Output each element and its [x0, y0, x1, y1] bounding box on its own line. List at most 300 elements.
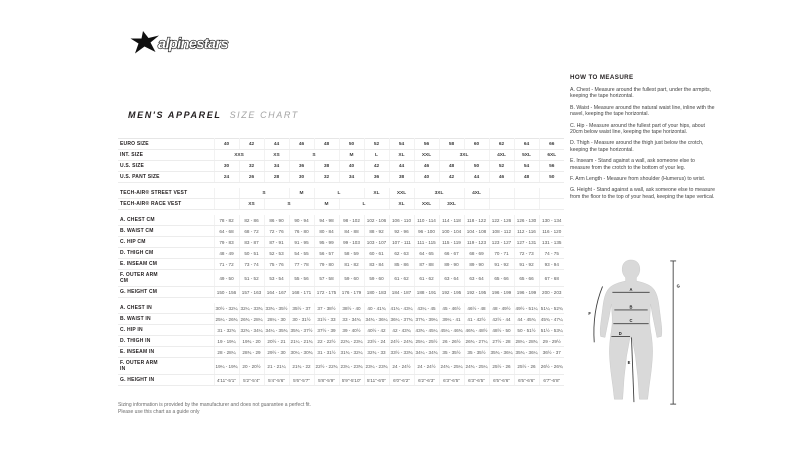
table-cell: 102 - 106 [364, 215, 389, 226]
table-cell: 56 [414, 139, 439, 150]
table-cell: 63 - 64 [439, 270, 464, 287]
table-cell: 48 [439, 161, 464, 172]
table-cell: 50 [339, 139, 364, 150]
table-row [118, 215, 564, 226]
table-cell: 130 - 134 [539, 215, 564, 226]
row-label: B. WAIST IN [118, 314, 214, 325]
body-silhouette [600, 260, 662, 399]
table-cell: 38½ - 40 [339, 303, 364, 314]
row-label: D. THIGH IN [118, 336, 214, 347]
table-cell: 36½ - 37 [539, 347, 564, 358]
table-cell: 100 - 104 [439, 226, 464, 237]
table-cell: 33½ - 33¾ [389, 347, 414, 358]
table-cell: 184 - 187 [389, 287, 414, 298]
table-cell: 22¾ - 23¼ [339, 336, 364, 347]
label-height: G [676, 283, 680, 289]
table-cell: 118 - 122 [464, 215, 489, 226]
table-cell: 35½ - 37 [289, 303, 314, 314]
table-cell: 59 - 60 [339, 270, 364, 287]
table-cell: 80 - 84 [314, 226, 339, 237]
table-cell: 91 - 95 [289, 237, 314, 248]
table-cell: 89 - 90 [464, 259, 489, 270]
table-cell: 127 - 131 [514, 237, 539, 248]
table-cell: 37½ - 39 [314, 325, 339, 336]
table-cell: M [289, 188, 314, 199]
table-cell [539, 188, 564, 199]
measure-instruction: D. Thigh - Measure around the thigh just below the crotch, keeping the tape horizontal. [570, 140, 704, 153]
table-cell: 6XL [539, 150, 564, 161]
table-row [118, 139, 564, 150]
table-cell: 91 - 92 [489, 259, 514, 270]
table-cell: 86 - 90 [264, 215, 289, 226]
footer-line-2: Please use this chart as a guide only [118, 409, 200, 415]
table-cell: 41¾ - 43¼ [389, 303, 414, 314]
page-title-primary: MEN'S APPAREL [128, 110, 222, 120]
table-cell: 45 - 46½ [439, 303, 464, 314]
table-cell: 5'8"-5'9" [314, 375, 339, 386]
table-cell: 70 - 71 [489, 248, 514, 259]
table-cell: 42½ - 44 [489, 314, 514, 325]
row-label: G. HEIGHT IN [118, 375, 214, 386]
row-label: INT. SIZE [118, 150, 214, 161]
row-label: A. CHEST CM [118, 215, 214, 226]
table-cell [489, 188, 514, 199]
table-cell: 83 - 84 [364, 259, 389, 270]
table-cell: 46 [489, 172, 514, 183]
table-cell: 73 - 74 [239, 259, 264, 270]
page-title [128, 110, 299, 120]
table-cell: 74 - 75 [539, 248, 564, 259]
table-cell: XXL [414, 199, 439, 210]
table-cell: 72 - 76 [264, 226, 289, 237]
table-cell: 5XL [514, 150, 539, 161]
table-cell: 168 - 171 [289, 287, 314, 298]
table-cell: 46¾ - 48½ [464, 325, 489, 336]
table-cell: S [264, 199, 314, 210]
row-label: E. INSEAM CM [118, 259, 214, 270]
table-row [118, 358, 564, 375]
table-cell: 115 - 119 [439, 237, 464, 248]
measure-instruction: E. Inseam - Stand against a wall, ask someone else to measure from the crotch to the bottom of your leg. [570, 158, 695, 171]
table-cell: 85 - 86 [389, 259, 414, 270]
table-row [118, 259, 564, 270]
table-cell: 33¾ - 35½ [264, 303, 289, 314]
table-cell: L [364, 150, 389, 161]
table-cell: 4XL [464, 188, 489, 199]
body-measurement-figure [572, 258, 690, 410]
table-cell: 104 - 108 [464, 226, 489, 237]
table-cell: 99 - 103 [339, 237, 364, 248]
table-cell: 30¼ - 30¾ [289, 347, 314, 358]
measure-instruction: C. Hip - Measure around the fullest part of your hips, about 20cm below waist line, keeping the tape horizontal. [570, 122, 705, 136]
table-cell: 29 - 29½ [539, 336, 564, 347]
measure-instruction: G. Height - Stand against a wall, ask someone else to measure from the floor to the top of your head, keeping the tape vertical. [570, 187, 716, 200]
table-cell: 38 [314, 161, 339, 172]
table-cell: 30½ - 32¼ [214, 303, 239, 314]
table-cell: 34¾ - 36¼ [364, 314, 389, 325]
table-row [118, 226, 564, 237]
table-cell: 71 - 72 [214, 259, 239, 270]
table-cell: 123 - 127 [489, 237, 514, 248]
measure-instruction: F. Arm Length - Measure from shoulder (Humerus) to wrist. [570, 176, 706, 183]
table-cell: 5'2"-5'4" [239, 375, 264, 386]
table-row [118, 347, 564, 358]
table-cell: 25½ - 26 [489, 358, 514, 375]
table-cell: 34 [339, 172, 364, 183]
row-label: D. THIGH CM [118, 248, 214, 259]
table-cell: 19 - 19¼ [214, 336, 239, 347]
how-to-measure-list [570, 87, 716, 200]
page-title-secondary: SIZE CHART [229, 110, 299, 120]
table-cell: XL [389, 150, 414, 161]
table-row [118, 199, 564, 210]
table-cell: 48½ - 50 [489, 325, 514, 336]
table-cell: 22 - 22½ [314, 336, 339, 347]
table-cell: 42 - 43¾ [389, 325, 414, 336]
table-cell [464, 199, 489, 210]
logo-wordmark: alpinestars [158, 36, 228, 53]
table-cell: M [339, 150, 364, 161]
table-cell: 31 - 31½ [314, 347, 339, 358]
table-cell: 19¾ - 20 [239, 336, 264, 347]
table-cell: 112 - 116 [514, 226, 539, 237]
table-cell: 62 [489, 139, 514, 150]
table-cell: 93 - 94 [539, 259, 564, 270]
table-cell: 34¼ - 35¾ [264, 325, 289, 336]
table-cell: 67 - 68 [539, 270, 564, 287]
table-cell: 22½ - 22¾ [314, 358, 339, 375]
table-cell: 40 [339, 161, 364, 172]
table-cell: 35 - 35½ [439, 347, 464, 358]
table-cell: 37¾ - 39¼ [414, 314, 439, 325]
table-cell: 61 - 62 [389, 270, 414, 287]
row-label: TECH-AIR® RACE VEST [118, 199, 214, 210]
table-cell: 48 - 49½ [489, 303, 514, 314]
table-cell: 52 [364, 139, 389, 150]
size-table-container [118, 138, 564, 386]
table-cell [539, 199, 564, 210]
table-cell: 84 - 88 [339, 226, 364, 237]
table-cell: 6'3"-6'5" [439, 375, 464, 386]
table-cell: 180 - 183 [364, 287, 389, 298]
table-cell: 66 - 67 [439, 248, 464, 259]
table-cell: 35 - 35½ [464, 347, 489, 358]
table-cell: 42 [239, 139, 264, 150]
row-label: C. HIP IN [118, 325, 214, 336]
table-row [118, 150, 564, 161]
table-cell: 24¾ - 25¼ [439, 358, 464, 375]
how-to-measure-heading: HOW TO MEASURE [570, 74, 634, 81]
table-cell: 77 - 78 [289, 259, 314, 270]
table-cell: 111 - 115 [414, 237, 439, 248]
table-row [118, 188, 564, 199]
label-hip: C [629, 318, 633, 324]
row-label: U.S. PANT SIZE [118, 172, 214, 183]
table-cell: 24 - 24½ [414, 358, 439, 375]
label-inseam: E [627, 359, 631, 365]
table-cell: 95 - 99 [314, 237, 339, 248]
table-cell: M [314, 199, 339, 210]
table-cell: 21¼ - 21¾ [289, 336, 314, 347]
table-cell: 122 - 126 [489, 215, 514, 226]
table-cell: 200 - 203 [539, 287, 564, 298]
table-cell: 108 - 112 [489, 226, 514, 237]
table-cell: 52 - 53 [264, 248, 289, 259]
table-cell: 5'6"-5'7" [289, 375, 314, 386]
table-cell: 40 - 41¾ [364, 303, 389, 314]
table-cell: 32 [314, 172, 339, 183]
label-chest: A [629, 286, 633, 292]
table-cell: 25¼ - 26¾ [214, 314, 239, 325]
table-cell: 21 - 21¼ [264, 358, 289, 375]
table-cell: 35¾ - 37½ [289, 325, 314, 336]
table-cell: 40 [214, 139, 239, 150]
table-cell: 3XL [414, 188, 464, 199]
table-cell: 56 [539, 161, 564, 172]
table-cell: 81 - 82 [339, 259, 364, 270]
table-cell: 30 - 31½ [289, 314, 314, 325]
table-cell: 37 - 38½ [314, 303, 339, 314]
table-cell: 32¾ - 34¼ [239, 325, 264, 336]
row-label: TECH-AIR® STREET VEST [118, 188, 214, 199]
table-cell: 44 - 45¾ [514, 314, 539, 325]
table-cell: 44 [389, 161, 414, 172]
table-cell: 96 - 100 [414, 226, 439, 237]
table-row [118, 375, 564, 386]
table-cell: 50 [464, 161, 489, 172]
table-cell: 82 - 86 [239, 215, 264, 226]
table-cell: S [289, 150, 339, 161]
table-cell: 94 - 98 [314, 215, 339, 226]
row-label: G. HEIGHT CM [118, 287, 214, 298]
table-cell: 110 - 114 [414, 215, 439, 226]
table-cell: 42 [439, 172, 464, 183]
table-cell: 24½ - 24¾ [389, 336, 414, 347]
row-label: C. HIP CM [118, 237, 214, 248]
table-cell [214, 188, 239, 199]
table-cell: 26 - 26½ [439, 336, 464, 347]
table-cell: 46½ - 48 [464, 303, 489, 314]
table-cell: 192 - 195 [439, 287, 464, 298]
table-cell: 25½ - 26 [514, 358, 539, 375]
table-cell: 56 - 57 [314, 248, 339, 259]
table-cell: 40 [414, 172, 439, 183]
table-cell: 3XL [439, 150, 489, 161]
table-cell: XS [264, 150, 289, 161]
table-cell: 36¼ - 37¾ [389, 314, 414, 325]
table-cell: 64 [514, 139, 539, 150]
table-cell: 88 - 92 [364, 226, 389, 237]
table-cell: 23½ - 24 [364, 336, 389, 347]
table-cell: 68 - 69 [464, 248, 489, 259]
table-cell: 28¼ - 30 [264, 314, 289, 325]
table-cell: 103 - 107 [364, 237, 389, 248]
table-cell: 58 [439, 139, 464, 150]
measure-instruction: B. Waist - Measure around the natural waist line, inline with the navel, keeping the tape horizontal. [570, 104, 715, 118]
table-cell: 192 - 195 [464, 287, 489, 298]
table-cell: 55 - 56 [289, 270, 314, 287]
alpinestars-star-icon [131, 31, 160, 54]
table-cell: 54 [389, 139, 414, 150]
table-cell: 83 - 87 [239, 237, 264, 248]
table-cell: 6'7"-6'8" [539, 375, 564, 386]
table-cell: 38 [389, 172, 414, 183]
table-cell: 36 [364, 172, 389, 183]
table-cell: 21¾ - 22 [289, 358, 314, 375]
table-cell: 89 - 90 [439, 259, 464, 270]
table-cell: 40½ - 42 [364, 325, 389, 336]
table-cell: 3XL [439, 199, 464, 210]
alpinestars-logo [130, 28, 234, 58]
table-cell: 46 [414, 161, 439, 172]
table-cell: 39 - 40½ [339, 325, 364, 336]
table-cell: 23¼ - 23¾ [339, 358, 364, 375]
table-cell: 49½ - 51¼ [514, 303, 539, 314]
table-cell: 24 - 24½ [389, 358, 414, 375]
table-cell: 61 - 62 [414, 270, 439, 287]
table-cell [514, 199, 539, 210]
table-cell: 42 [364, 161, 389, 172]
table-cell: 60 [464, 139, 489, 150]
table-cell: 106 - 110 [389, 215, 414, 226]
label-arm-length: F [588, 310, 591, 316]
table-cell: 6'5"-6'6" [514, 375, 539, 386]
row-label: A. CHEST IN [118, 303, 214, 314]
table-cell: S [239, 188, 289, 199]
table-cell: 107 - 111 [389, 237, 414, 248]
size-table [118, 138, 564, 386]
table-cell: 35¾ - 36¼ [489, 347, 514, 358]
table-row [118, 325, 564, 336]
table-cell: 23¼ - 23¾ [364, 358, 389, 375]
table-cell: 6'5"-6'6" [489, 375, 514, 386]
table-cell: 57 - 58 [314, 270, 339, 287]
table-cell: 6'2"-6'3" [414, 375, 439, 386]
table-cell: 5'11"-6'0" [364, 375, 389, 386]
table-cell: 50 - 51 [239, 248, 264, 259]
table-cell: 28 - 28¼ [214, 347, 239, 358]
table-cell: 32¾ - 33 [364, 347, 389, 358]
table-cell: 19¼ - 19¾ [214, 358, 239, 375]
footer-disclaimer [118, 402, 311, 416]
table-cell: 26½ - 26¾ [539, 358, 564, 375]
table-cell: 116 - 120 [539, 226, 564, 237]
table-row [118, 336, 564, 347]
table-cell: 26 [239, 172, 264, 183]
label-thigh: D [618, 330, 622, 336]
table-cell: 28¾ - 29 [239, 347, 264, 358]
table-cell: 35¾ - 36¼ [514, 347, 539, 358]
table-cell: 30 [289, 172, 314, 183]
table-cell: 66 [539, 139, 564, 150]
table-cell: 31¾ - 32¼ [339, 347, 364, 358]
table-cell: XXL [389, 188, 414, 199]
table-cell: 64 - 68 [214, 226, 239, 237]
footer-line-1: Sizing information is provided by the manufacturer and does not guarantee a perfect fit. [118, 402, 311, 408]
table-cell: 51 - 52 [239, 270, 264, 287]
table-cell: 87 - 91 [264, 237, 289, 248]
table-cell: 44 [264, 139, 289, 150]
table-cell: 65 - 66 [489, 270, 514, 287]
table-cell: 164 - 167 [264, 287, 289, 298]
table-cell: 196 - 199 [489, 287, 514, 298]
table-cell: 5'9"-5'10" [339, 375, 364, 386]
table-cell: 48 [314, 139, 339, 150]
table-cell: 24 [214, 172, 239, 183]
table-cell: 45¼ - 46¾ [439, 325, 464, 336]
table-cell: L [339, 199, 389, 210]
table-cell: 45¾ - 47¼ [539, 314, 564, 325]
table-cell: 53 - 54 [264, 270, 289, 287]
table-cell: 4XL [489, 150, 514, 161]
table-cell: 32 [239, 161, 264, 172]
table-cell: 36 [289, 161, 314, 172]
table-cell: 78 - 82 [214, 215, 239, 226]
table-cell: 52 [489, 161, 514, 172]
table-cell: 24¾ - 25¼ [464, 358, 489, 375]
table-cell: XL [364, 188, 389, 199]
table-row [118, 270, 564, 287]
table-cell: 196 - 199 [514, 287, 539, 298]
table-cell: 72 - 73 [514, 248, 539, 259]
table-cell: 31 - 32¾ [214, 325, 239, 336]
table-row [118, 287, 564, 298]
table-cell: 50 - 51½ [514, 325, 539, 336]
table-row [118, 248, 564, 259]
table-cell: 75 - 76 [264, 259, 289, 270]
table-cell: 25¼ - 25½ [414, 336, 439, 347]
table-cell: 150 - 156 [214, 287, 239, 298]
table-cell: 54 - 55 [289, 248, 314, 259]
table-cell: 41 - 42½ [464, 314, 489, 325]
table-cell: 6'3"-6'5" [464, 375, 489, 386]
table-cell: 92 - 96 [389, 226, 414, 237]
table-cell: 51¼ - 52¾ [539, 303, 564, 314]
table-cell: 49 - 50 [214, 270, 239, 287]
table-cell: 64 - 65 [414, 248, 439, 259]
table-cell: XXL [414, 150, 439, 161]
table-cell: 34 [264, 161, 289, 172]
table-cell: 26¾ - 28¼ [239, 314, 264, 325]
table-cell: 43¼ - 45 [414, 303, 439, 314]
row-label: F. OUTER ARM CM [118, 270, 214, 287]
table-cell: 32¼ - 33¾ [239, 303, 264, 314]
table-cell: 98 - 102 [339, 215, 364, 226]
table-cell: 28 [264, 172, 289, 183]
how-to-measure-panel [570, 74, 716, 205]
table-row [118, 303, 564, 314]
table-cell: 48 - 49 [214, 248, 239, 259]
table-row [118, 237, 564, 248]
table-cell: 26¾ - 27¼ [464, 336, 489, 347]
table-cell: 63 - 64 [464, 270, 489, 287]
table-cell: 46 [289, 139, 314, 150]
label-waist: B [629, 304, 633, 310]
row-label: F. OUTER ARM IN [118, 358, 214, 375]
table-cell: 30 [214, 161, 239, 172]
table-cell [214, 199, 239, 210]
table-cell: 20½ - 21 [264, 336, 289, 347]
table-cell: 114 - 118 [439, 215, 464, 226]
table-cell: 43¾ - 45¼ [414, 325, 439, 336]
table-cell: 131 - 135 [539, 237, 564, 248]
table-cell: 79 - 83 [214, 237, 239, 248]
table-cell: 27½ - 28 [489, 336, 514, 347]
table-cell: 31½ - 33 [314, 314, 339, 325]
row-label: E. INSEAM IN [118, 347, 214, 358]
table-cell: 176 - 179 [339, 287, 364, 298]
row-label: EURO SIZE [118, 139, 214, 150]
